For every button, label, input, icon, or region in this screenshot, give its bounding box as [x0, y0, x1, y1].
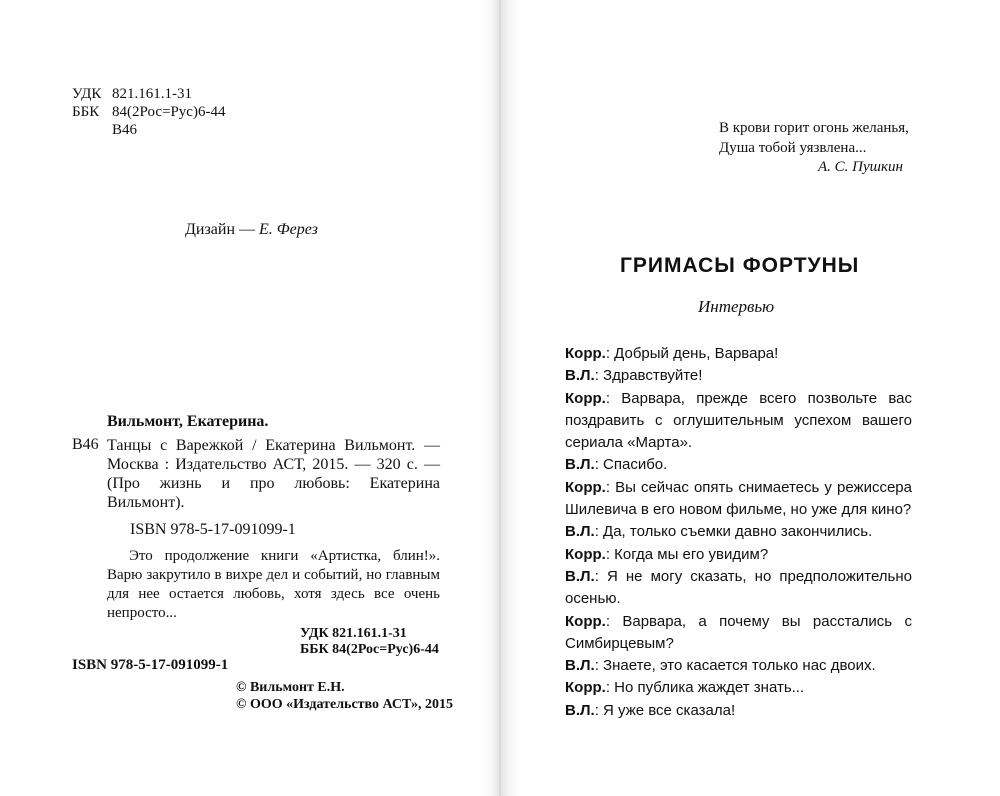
design-credit — [185, 221, 318, 239]
annotation: Это продолжение книги «Артистка, блин!». Варю закрутило в вихре дел и событий, но главным для нее остается любовь, хотя здесь все очень непросто... — [107, 548, 440, 621]
cutter-code: В46 — [72, 436, 99, 453]
catalog-entry: Танцы с Варежкой / Екатерина Вильмонт. — Москва : Издательство АСТ, 2015. — 320 с. — (Про жизнь и про любовь: Екатерина Вильмонт). — [107, 437, 440, 511]
udk-bottom: УДК 821.161.1-31 — [300, 626, 407, 641]
bbk-label: ББК — [72, 104, 100, 120]
speaker: Корр. — [565, 389, 606, 407]
dialog-line — [565, 343, 912, 365]
dialog-line — [565, 388, 912, 455]
isbn-bottom: ISBN 978-5-17-091099-1 — [72, 657, 229, 673]
udk-value: 821.161.1-31 — [112, 86, 192, 102]
design-label: Дизайн — — [185, 221, 260, 238]
interview-dialog — [565, 343, 912, 722]
udk-line — [72, 86, 192, 103]
speech: : Спасибо. — [594, 456, 668, 474]
dialog-line — [565, 655, 912, 677]
designer-name: Е. Ферез — [259, 221, 318, 238]
speaker: В.Л. — [565, 367, 595, 385]
dialog-line — [565, 454, 912, 476]
speech: : Да, только съемки давно закончились. — [594, 523, 873, 541]
cutter-code-top: В46 — [112, 122, 138, 138]
isbn-inner: ISBN 978-5-17-091099-1 — [130, 521, 296, 538]
speech: : Варвара, а почему вы расстались с Симбирцевым? — [565, 612, 912, 652]
speaker: В.Л. — [565, 657, 595, 675]
dialog-line — [565, 700, 912, 722]
speech: : Но публика жаждет знать... — [605, 679, 805, 697]
speech: : Знаете, это касается только нас двоих. — [594, 657, 876, 675]
dialog-line — [565, 365, 912, 387]
copyright-publisher: © ООО «Издательство АСТ», 2015 — [236, 697, 454, 712]
speaker: Корр. — [565, 679, 606, 697]
speech: : Я не могу сказать, но предположительно осенью. — [565, 567, 912, 608]
epigraph-author: А. С. Пушкин — [818, 159, 903, 175]
bbk-line — [72, 104, 225, 121]
speaker: В.Л. — [565, 456, 595, 474]
bbk-value: 84(2Рос=Рус)6-44 — [112, 104, 226, 120]
speaker: В.Л. — [565, 523, 595, 541]
epigraph-line-1: В крови горит огонь желанья, — [719, 120, 909, 136]
speaker: Корр. — [565, 612, 606, 630]
dialog-line — [565, 611, 912, 656]
speaker: В.Л. — [565, 701, 595, 719]
epigraph-line-2: Душа тобой уязвлена... — [719, 140, 867, 156]
copyright-author: © Вильмонт Е.Н. — [236, 680, 345, 695]
speech: : Здравствуйте! — [594, 367, 703, 385]
speech: : Когда мы его увидим? — [605, 545, 769, 563]
book-spine — [480, 0, 520, 796]
bbk-bottom: ББК 84(2Рос=Рус)6-44 — [300, 642, 439, 657]
dialog-line — [565, 566, 912, 611]
speech: : Добрый день, Варвара! — [605, 345, 779, 362]
author-heading: Вильмонт, Екатерина. — [107, 413, 269, 430]
speaker: Корр. — [565, 545, 606, 563]
speech: : Я уже все сказала! — [594, 701, 736, 719]
speech: : Вы сейчас опять снимаетесь у режиссера Шилевича в его новом фильме, но уже для кино? — [565, 478, 912, 519]
udk-label: УДК — [72, 86, 102, 102]
dialog-line — [565, 477, 912, 522]
chapter-title: ГРИМАСЫ ФОРТУНЫ — [620, 254, 860, 277]
speech: : Варвара, прежде всего позвольте вас поздравить с оглушительным успехом вашего сериала «Марта». — [565, 389, 912, 452]
speaker: Корр. — [565, 478, 606, 496]
dialog-line — [565, 521, 912, 543]
speaker: Корр. — [565, 345, 606, 362]
dialog-line — [565, 677, 912, 699]
chapter-subtitle: Интервью — [698, 297, 775, 316]
speaker: В.Л. — [565, 567, 595, 585]
dialog-line — [565, 544, 912, 566]
